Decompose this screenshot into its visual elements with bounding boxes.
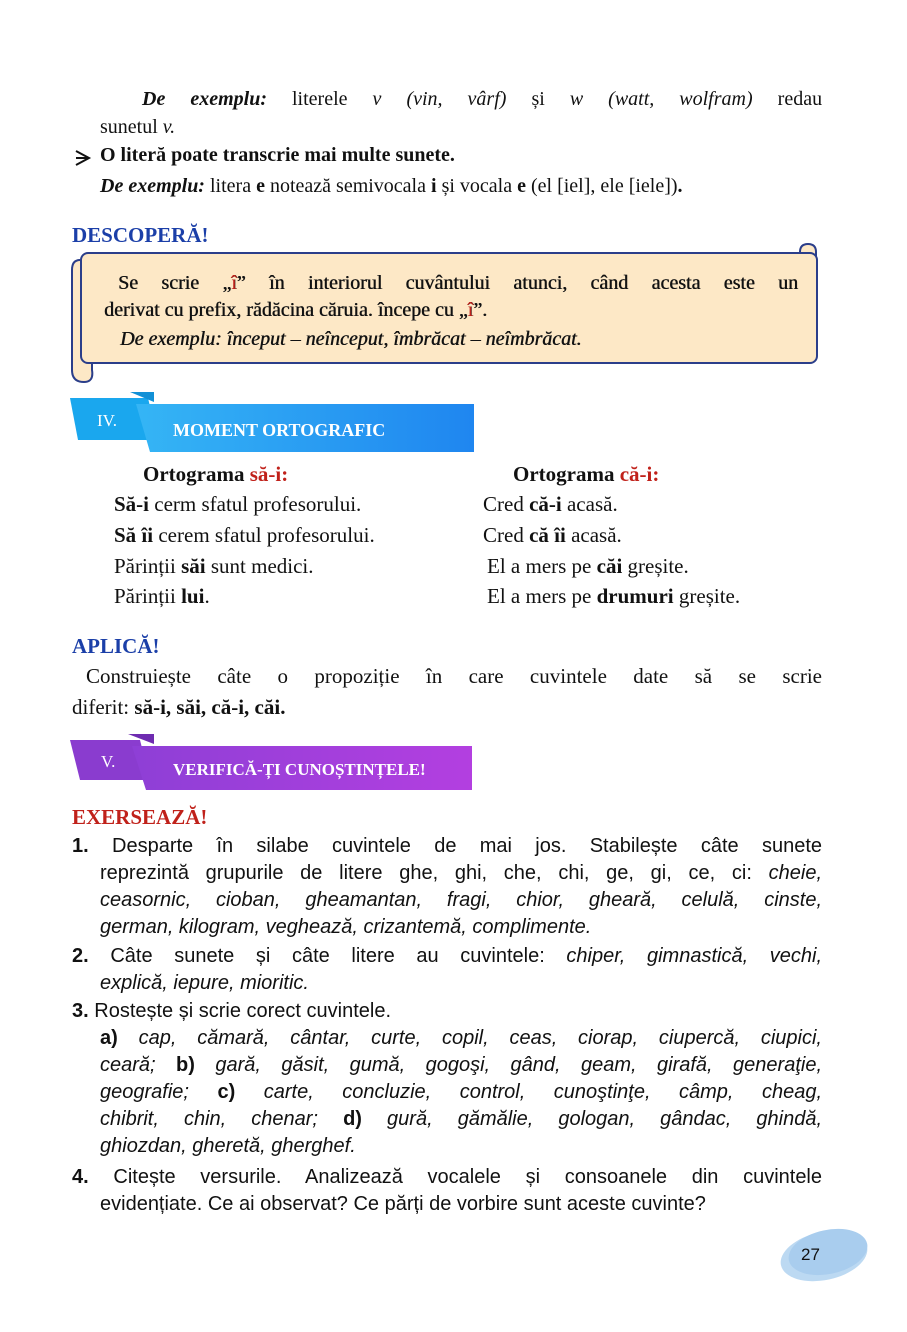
aplica-heading: APLICĂ! — [72, 634, 160, 658]
right-row: El a mers pe drumuri greșite. — [487, 584, 741, 608]
exercise-2: 2. Câte sunete și câte litere au cuvintele: chiper, gimnastică, vechi, explică, iepure, mioritic. — [72, 945, 822, 994]
ortograma-left-title: Ortograma să-i: — [143, 462, 289, 486]
exercise-4: 4. Citește versurile. Analizează vocalele și consoanele din cuvintele evidențiate. Ce ai observat? Ce părți de vorbire sunt aceste cuvinte? — [72, 1166, 823, 1215]
rule-line-2: derivat cu prefix, rădăcina căruia. începe cu „î”. — [104, 299, 488, 321]
ortograma-right-title: Ortograma că-i: — [513, 462, 660, 486]
left-row: Părinții săi sunt medici. — [114, 554, 314, 578]
exercise-3: 3. Rostește și scrie corect cuvintele. a) cap, cămară, cântar, curte, copil, ceas, ciorap, ciupercă, ciupici, ceară; b) gară, găsit, gumă, gogoşi, gând, geam, girafă, generaţie, geografie; c) carte, concluzie, control, cunoştinţe, câmp, cheag, chibrit, chin, chenar; d) gură, gămălie, gologan, gândac, ghindă, ghiozdan, gheretă, gherghef. — [72, 1000, 823, 1157]
rule-line-1: Se scrie „î” în interiorul cuvântului atunci, când acesta este un — [118, 272, 799, 294]
descopera-heading: DESCOPERĂ! — [72, 223, 209, 247]
right-row: Cred că îi acasă. — [483, 523, 622, 547]
example-line-2: sunetul v. — [100, 116, 176, 138]
aplica-line-1: Construiește câte o propoziție în care cuvintele date să se scrie — [86, 664, 822, 688]
section-title-iv: MOMENT ORTOGRAFIC — [173, 420, 386, 440]
example-line-1: De exemplu: literele v (vin, vârf) și w (watt, wolfram) redau — [142, 88, 823, 110]
aplica-line-2: diferit: să-i, săi, că-i, căi. — [72, 695, 286, 719]
right-row: Cred că-i acasă. — [483, 492, 618, 516]
left-row: Părinții lui. — [114, 584, 210, 608]
example-line-3: De exemplu: litera e notează semivocala i și vocala e (el [iel], ele [iele]). — [100, 175, 683, 197]
arrow-bullet-icon — [73, 148, 95, 168]
bullet-statement: O literă poate transcrie mai multe sunete. — [100, 144, 455, 166]
left-row: Să-i cerm sfatul profesorului. — [114, 492, 362, 516]
section-title-v: VERIFICĂ-ȚI CUNOȘTINȚELE! — [173, 760, 426, 779]
right-row: El a mers pe căi greșite. — [487, 554, 689, 578]
section-number-v: V. — [101, 752, 116, 771]
left-row: Să îi cerem sfatul profesorului. — [114, 523, 375, 547]
rule-example: De exemplu: început – neînceput, îmbrăcat – neîmbrăcat. — [120, 328, 582, 350]
page-number: 27 — [801, 1245, 820, 1264]
exerseaza-heading: EXERSEAZĂ! — [72, 805, 208, 829]
section-number-iv: IV. — [97, 411, 117, 430]
exercise-1: 1. Desparte în silabe cuvintele de mai jos. Stabilește câte sunete reprezintă grupurile de litere ghe, ghi, che, chi, ge, gi, ce, ci: cheie, ceasornic, cioban, gheamantan, fragi, chior, gheară, celulă, cinste, german, kilogram, veghează, crizantemă, complimente. — [72, 835, 823, 938]
page-number-bubble — [774, 1222, 878, 1284]
